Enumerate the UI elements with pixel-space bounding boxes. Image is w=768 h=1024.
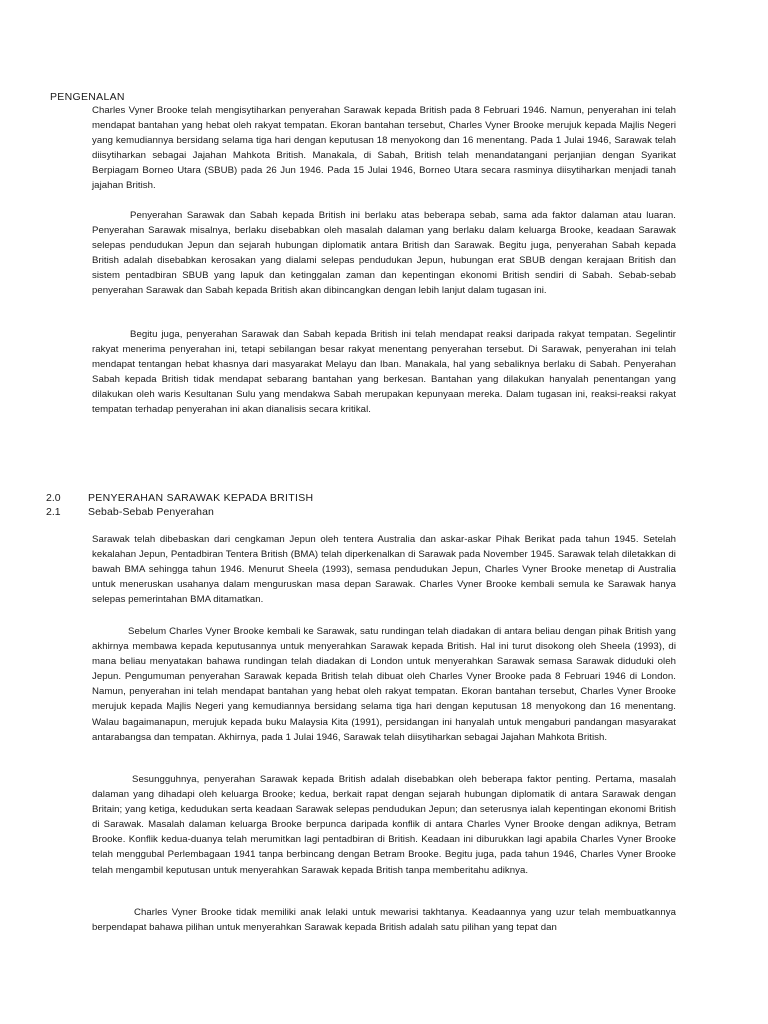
intro-paragraph-1: Charles Vyner Brooke telah mengisytiharkan penyerahan Sarawak kepada British pada 8 Februari 1946. Namun, penyerahan ini telah mendapat bantahan yang hebat oleh rakyat tempatan. Ekoran bantahan tersebut, Charles Vyner Brooke merujuk kepada Majlis Negeri yang kemudiannya bersidang selama tiga hari dengan keputusan 18 menyokong dan 16 menentang. Pada 1 Julai 1946, Sarawak telah diisytiharkan sebagai Jajahan Mahkota British. Manakala, di Sabah, British telah menandatangani perjanjian dengan Syarikat Berpiagam Borneo Utara (SBUB) pada 26 Jun 1946. Pada 15 Julai 1946, Borneo Utara secara rasminya diisytiharkan menjadi tanah jajahan British.: [92, 105, 676, 192]
intro-heading: PENGENALAN: [50, 91, 125, 103]
subsection-title: Sebab-Sebab Penyerahan: [88, 506, 214, 518]
intro-paragraph-3: Begitu juga, penyerahan Sarawak dan Sabah kepada British ini telah mendapat reaksi daripada rakyat tempatan. Segelintir rakyat menerima penyerahan ini, tetapi sebilangan besar rakyat menentang penyerahan tersebut. Di Sarawak, penyerahan ini telah mendapat tentangan hebat khasnya dari masyarakat Melayu dan Iban. Manakala, hal yang sebaliknya berlaku di Sabah. Penyerahan Sabah kepada British tidak mendapat sebarang bantahan yang berkesan. Bantahan yang dilakukan hanyalah penentangan yang dilakukan oleh waris Kesultanan Sulu yang mendakwa Sabah merupakan kepunyaan mereka. Dalam tugasan ini, reaksi-reaksi rakyat tempatan terhadap penyerahan ini akan dianalisis secara kritikal.: [92, 329, 676, 416]
section-paragraph-4: Charles Vyner Brooke tidak memiliki anak lelaki untuk mewarisi takhtanya. Keadaannya yang uzur telah membuatkannya berpendapat bahawa pilihan untuk menyerahkan Sarawak kepada British adalah satu pilihan yang tepat dan: [92, 907, 676, 934]
section-number: 2.0: [46, 492, 61, 504]
subsection-number: 2.1: [46, 506, 61, 518]
intro-paragraph-2: Penyerahan Sarawak dan Sabah kepada British ini berlaku atas beberapa sebab, sama ada faktor dalaman atau luaran. Penyerahan Sarawak misalnya, berlaku disebabkan oleh masalah dalaman yang berlaku dalam keluarga Brooke, keadaan Sarawak selepas pendudukan Jepun dan sejarah hubungan diplomatik antara British dan Sarawak. Begitu juga, penyerahan Sabah kepada British adalah disebabkan kerosakan yang dialami selepas pendudukan Jepun, hubungan erat SBUB dengan kerajaan British dan sistem pentadbiran SBUB yang lapuk dan ketinggalan zaman dan kepentingan ekonomi British sendiri di Sabah. Sebab-sebab penyerahan Sarawak dan Sabah kepada British akan dibincangkan dengan lebih lanjut dalam tugasan ini.: [92, 210, 676, 297]
section-paragraph-3: Sesungguhnya, penyerahan Sarawak kepada British adalah disebabkan oleh beberapa faktor penting. Pertama, masalah dalaman yang dihadapi oleh keluarga Brooke; kedua, berkait rapat dengan sejarah hubungan diplomatik di antara Sarawak dengan Britain; yang ketiga, kedudukan serta keadaan Sarawak selepas pendudukan Jepun; dan seterusnya ialah kepentingan ekonomi British di Sarawak. Masalah dalaman keluarga Brooke berpunca daripada konflik di antara Charles Vyner Brooke dengan adiknya, Betram Brooke. Konflik kedua-duanya telah merumitkan lagi pentadbiran di British. Keadaan ini diburukkan lagi apabila Charles Vyner Brooke telah menggubal Perlembagaan 1941 tanpa berbincang dengan Betram Brooke. Begitu juga, pada tahun 1946, Charles Vyner Brooke telah mengambil keputusan untuk menyerahkan Sarawak kepada British tanpa memberitahu adiknya.: [92, 774, 676, 876]
section-title: PENYERAHAN SARAWAK KEPADA BRITISH: [88, 492, 314, 504]
section-paragraph-1: Sarawak telah dibebaskan dari cengkaman Jepun oleh tentera Australia dan askar-askar Pihak Berikat pada tahun 1945. Setelah kekalahan Jepun, Pentadbiran Tentera British (BMA) telah diperkenalkan di Sarawak pada November 1945. Sarawak telah diletakkan di bawah BMA sehingga tahun 1946. Menurut Sheela (1993), semasa pendudukan Jepun, Charles Vyner Brooke menetap di Australia untuk meneruskan usahanya dalam menguruskan masa depan Sarawak. Charles Vyner Brooke kembali semula ke Sarawak hanya selepas pemerintahan BMA ditamatkan.: [92, 534, 676, 606]
section-paragraph-2: Sebelum Charles Vyner Brooke kembali ke Sarawak, satu rundingan telah diadakan di antara beliau dengan pihak British yang akhirnya membawa kepada keputusannya untuk menyerahkan Sarawak kepada British. Hal ini turut disokong oleh Sheela (1993), di mana beliau menyatakan bahawa rundingan telah diadakan di London untuk menyerahkan Sarawak semasa Sarawak diduduki oleh Jepun. Pengumuman penyerahan Sarawak kepada British telah dibuat oleh Charles Vyner Brooke pada 8 Februari 1946 di London. Namun, penyerahan ini telah mendapat bantahan yang hebat oleh rakyat tempatan. Ekoran bantahan tersebut, Charles Vyner Brooke merujuk kepada Majlis Negeri yang kemudiannya bersidang selama tiga hari dengan keputusan 18 menyokong dan 16 menentang. Walau bagaimanapun, merujuk kepada buku Malaysia Kita (1991), persidangan ini hanyalah untuk mengaburi pandangan masyarakat antarabangsa dan tempatan. Akhirnya, pada 1 Julai 1946, Sarawak telah diisytiharkan sebagai Jajahan Mahkota British.: [92, 626, 676, 743]
